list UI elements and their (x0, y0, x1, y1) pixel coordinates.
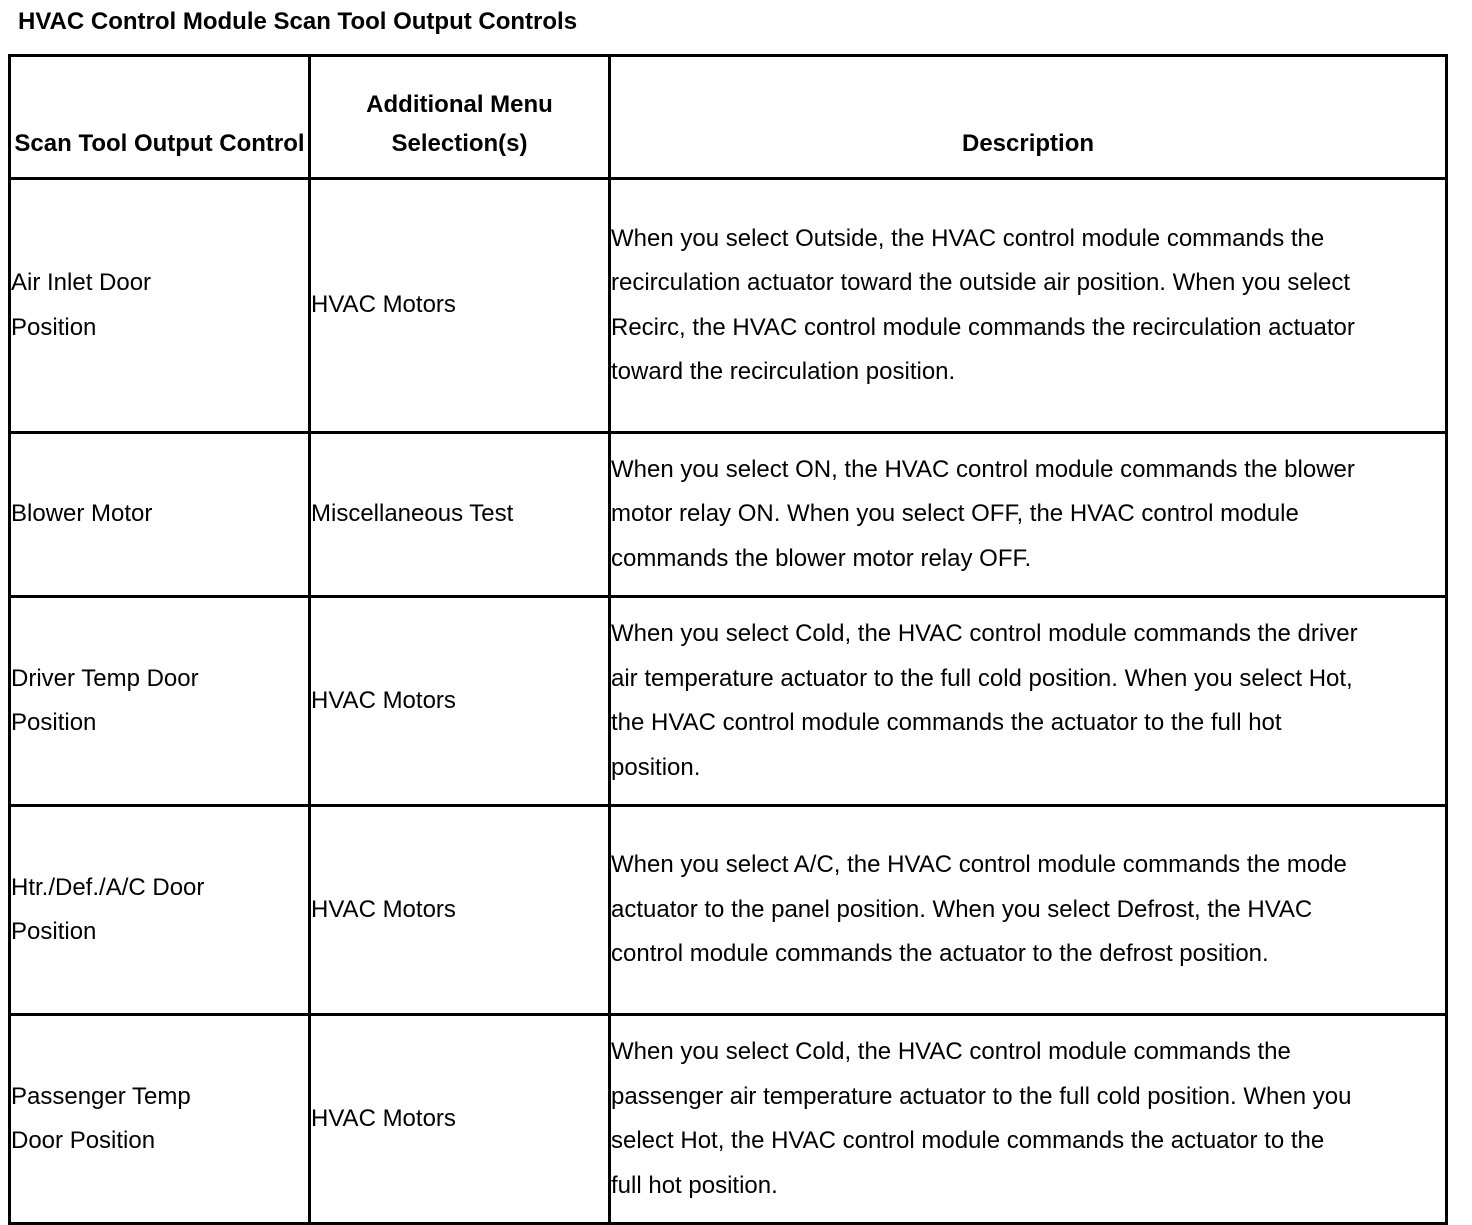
output-control-cell (10, 433, 310, 597)
table-row (10, 1015, 1447, 1224)
output-control-cell (10, 1015, 310, 1224)
table-row (10, 806, 1447, 1015)
menu-selection-cell: HVAC Motors (310, 179, 610, 433)
output-control-cell (10, 806, 310, 1015)
description-text: When you select Cold, the HVAC control module commands the driver air temperature actuator to the full cold position. When you select Hot, the HVAC control module commands the actuator to the full hot position. (611, 620, 1358, 781)
description-text: When you select A/C, the HVAC control module commands the mode actuator to the panel position. When you select Defrost, the HVAC control module commands the actuator to the defrost position. (611, 851, 1347, 968)
table-row (10, 597, 1447, 806)
column-header-description: Description (610, 56, 1447, 179)
description-text: When you select Outside, the HVAC control module commands the recirculation actuator toward the outside air position. When you select Recirc, the HVAC control module commands the recirculation actuator toward the recirculation position. (611, 224, 1355, 385)
description-cell (610, 597, 1447, 806)
description-cell (610, 433, 1447, 597)
description-cell (610, 806, 1447, 1015)
output-control-text: Air Inlet Door Position (11, 269, 152, 341)
column-header-menu-selection: Additional Menu Selection(s) (310, 56, 610, 179)
output-control-text: Htr./Def./A/C Door Position (11, 873, 205, 945)
menu-selection-cell: HVAC Motors (310, 597, 610, 806)
output-control-text: Blower Motor (11, 500, 153, 528)
page-title: HVAC Control Module Scan Tool Output Controls (18, 8, 578, 35)
description-cell (610, 1015, 1447, 1224)
column-header-output-control: Scan Tool Output Control (10, 56, 310, 179)
output-control-text: Passenger Temp Door Position (11, 1082, 191, 1154)
output-control-cell (10, 179, 310, 433)
description-text: When you select ON, the HVAC control module commands the blower motor relay ON. When you select OFF, the HVAC control module commands the blower motor relay OFF. (611, 455, 1355, 572)
output-control-cell (10, 597, 310, 806)
output-control-text: Driver Temp Door Position (11, 664, 199, 736)
output-controls-table (8, 54, 1448, 1225)
table-row (10, 433, 1447, 597)
description-text: When you select Cold, the HVAC control module commands the passenger air temperature actuator to the full cold position. When you select Hot, the HVAC control module commands the actuator to the full hot position. (611, 1038, 1352, 1199)
description-cell (610, 179, 1447, 433)
menu-selection-cell: HVAC Motors (310, 1015, 610, 1224)
menu-selection-cell: Miscellaneous Test (310, 433, 610, 597)
menu-selection-cell: HVAC Motors (310, 806, 610, 1015)
table-header-row (10, 56, 1447, 179)
table-row (10, 179, 1447, 433)
